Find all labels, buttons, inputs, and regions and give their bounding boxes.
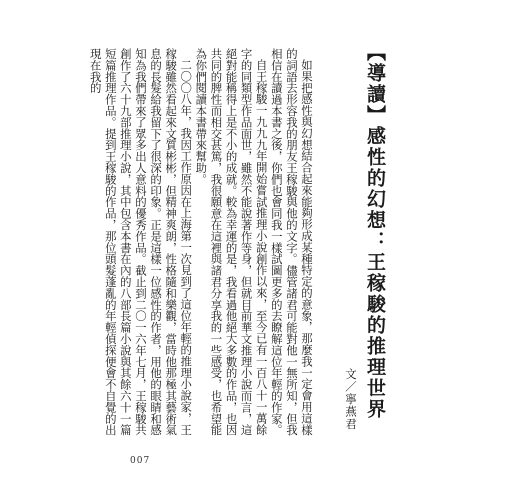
title-text: 感性的幻想：王稼駿的推理世界	[364, 126, 386, 420]
paragraph: 二〇〇八年，我因工作原因在上海第一次見到了這位年輕的推理小說家，王稼駿雖然看起來文質彬彬，但精神爽朗，性格隨和樂觀，當時他那極其藝術氣息的長髮給我留下了很深的印象。正是這樣一位感性的作者，用他的眼睛和感知為我們帶來了眾多出人意料的優秀作品。截止到二〇一六年七月，王稼駿共創作了六十九部推理小說，其中包含本書在內的八部長篇小說與其餘六十一篇短篇推理作品。提到王稼駿的作品，那位頭髮蓬亂的年輕偵探便會不自覺的出現在我的	[88, 48, 194, 436]
section-tag: 【導讀】	[364, 42, 386, 126]
page-number: 007	[130, 456, 151, 466]
article-body	[88, 48, 314, 444]
paragraph: 自王稼駿一九九九年開始嘗試推理小說創作以來，至今已有一百八十一萬餘字的同類型作品面世，雖然不能說著作等身，但就目前華文推理小說而言，這絕對能稱得上是不小的成就。較為幸運的是，我看過他絕大多數的作品，也因共同的脾性而相交甚篤，我很願意在這裡與諸君分享我的一些感受，也希望能為你們閱讀本書帶來幫助。	[194, 48, 269, 436]
article-title	[362, 42, 388, 420]
author-byline: 文／寧燕君	[344, 368, 358, 431]
paragraph: 如果把感性與幻想結合起來能夠形成某種特定的意象，那麼我一定會用這樣的詞語去形容我的朋友王稼駿與他的文字。儘管諸君可能對他一無所知，但我相信在讀過本書之後，你們也會同我一樣試圖更多的去瞭解這位年輕的作家。	[269, 48, 314, 436]
